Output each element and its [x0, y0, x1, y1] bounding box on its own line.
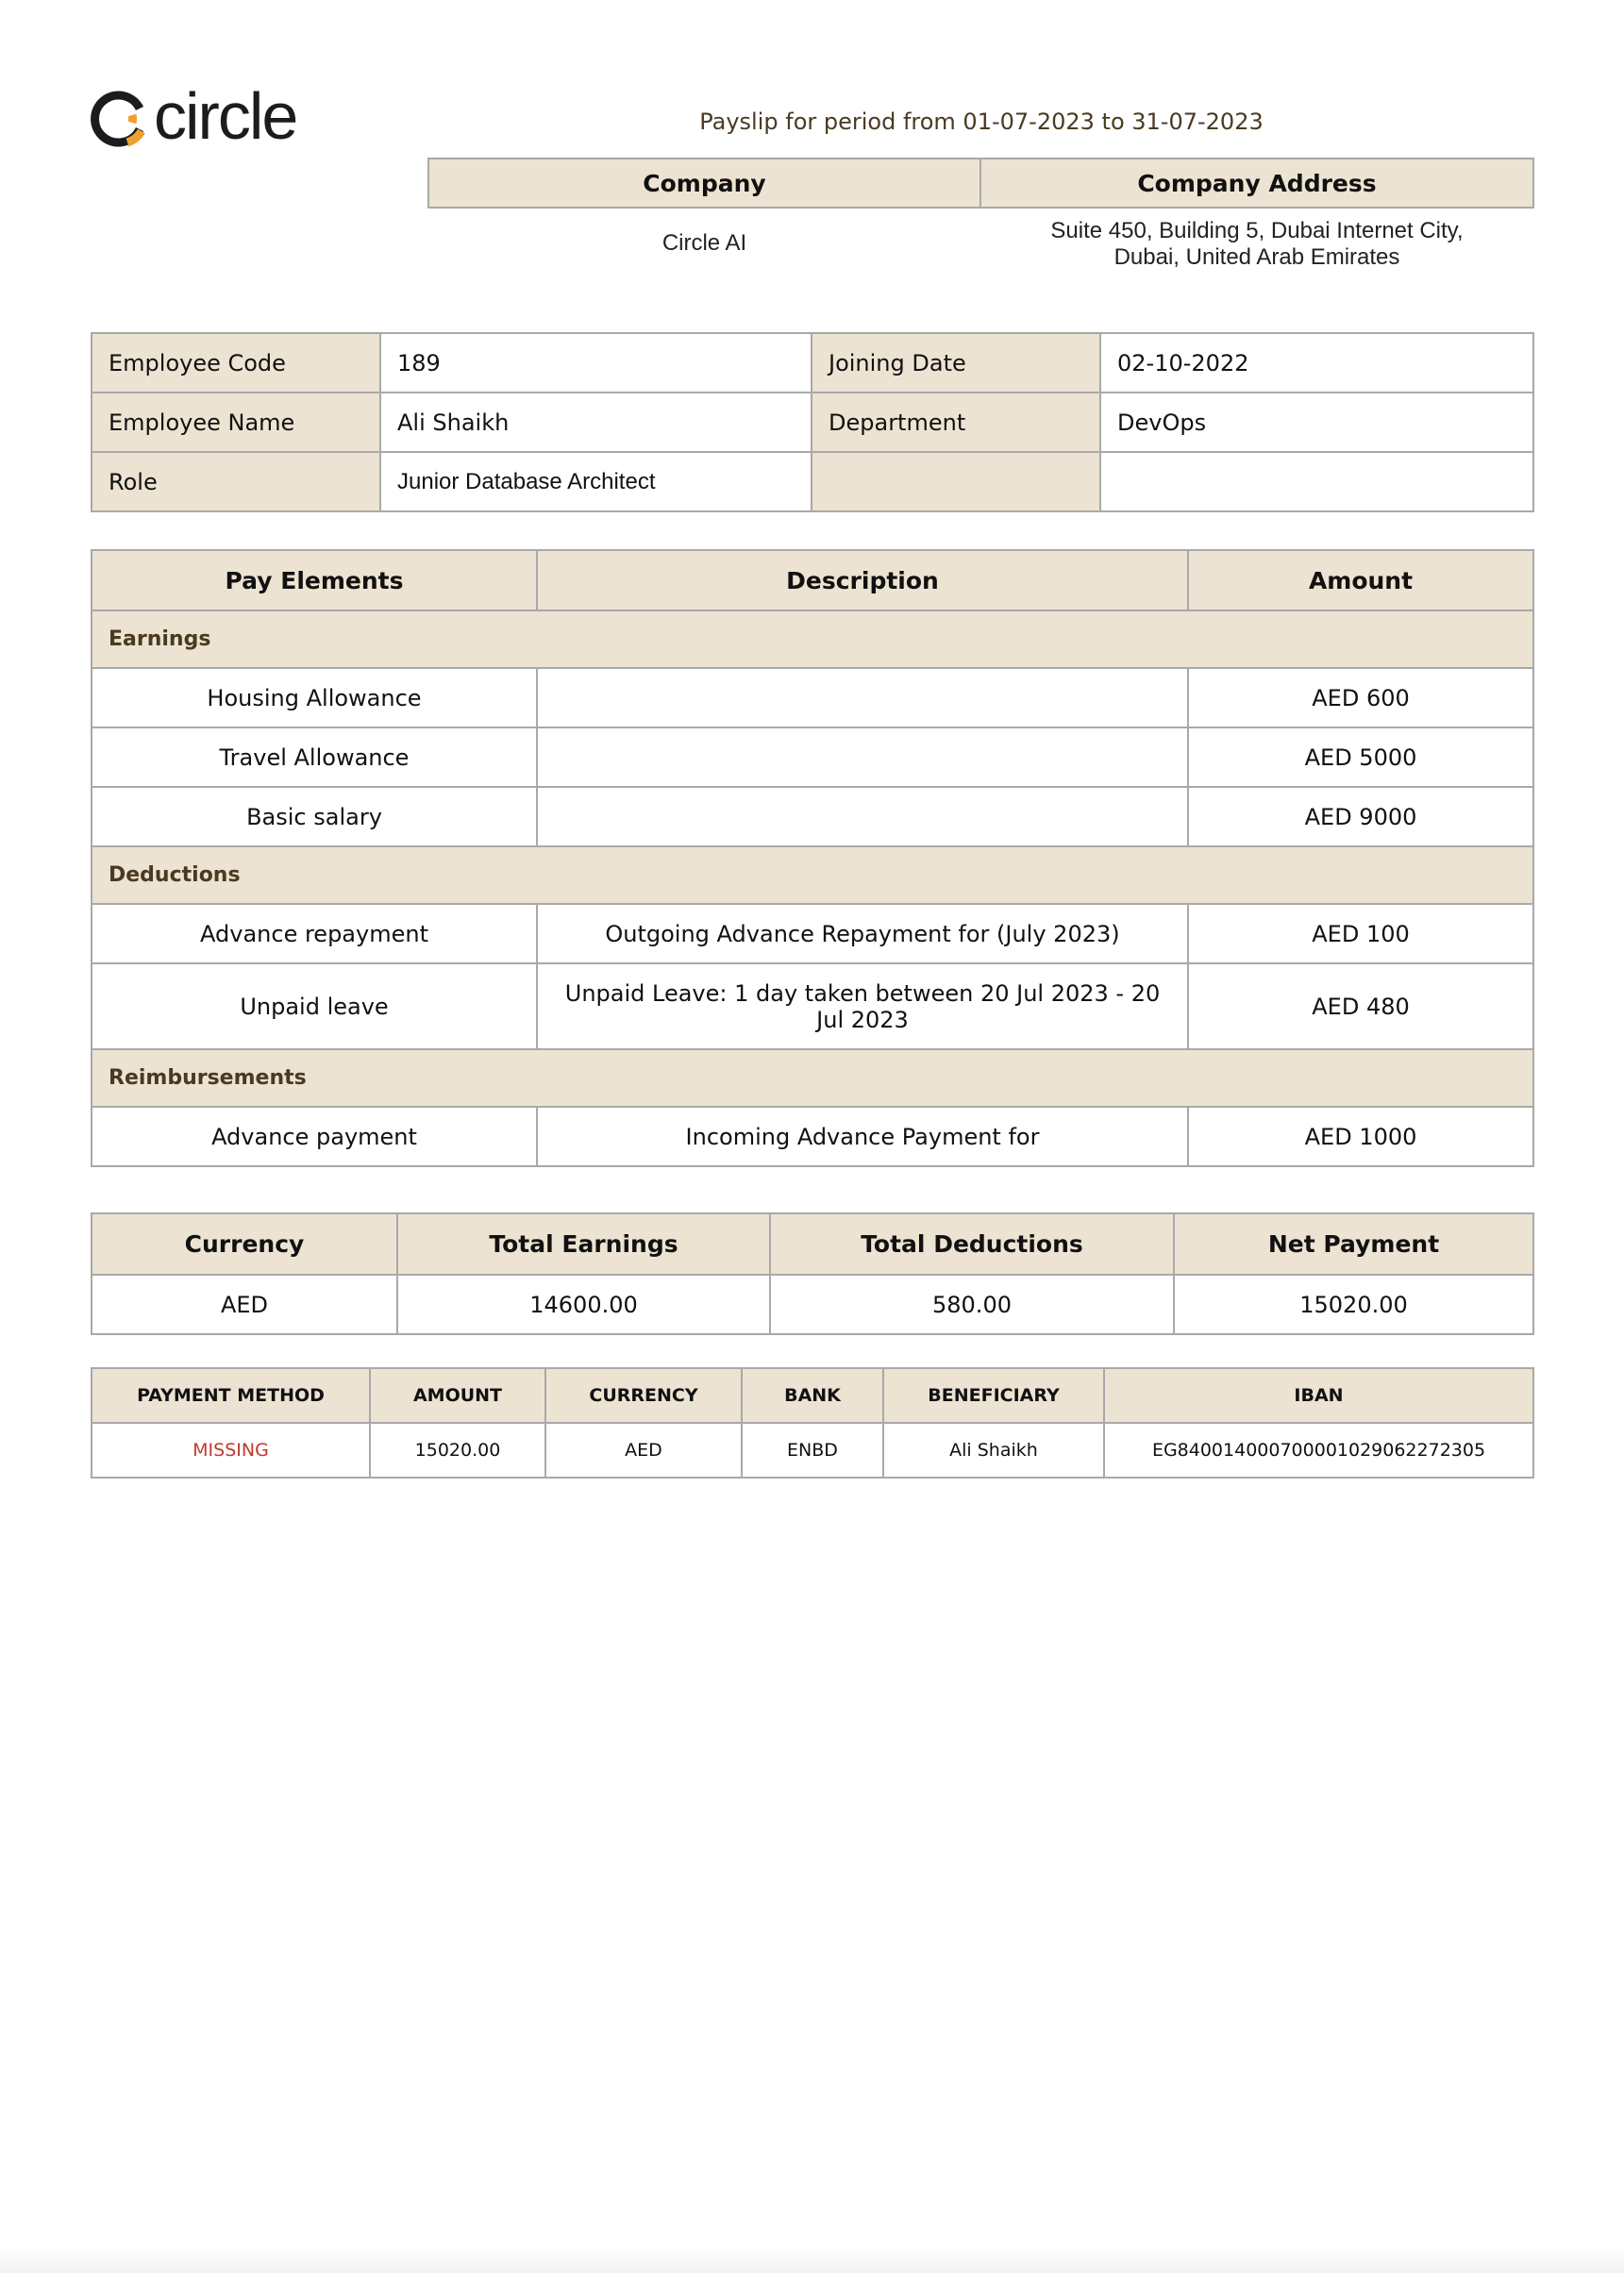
- pay-element-description: Outgoing Advance Repayment for (July 2023): [537, 904, 1188, 963]
- payment-currency-header: CURRENCY: [545, 1368, 742, 1423]
- joining-date-value: 02-10-2022: [1100, 333, 1533, 393]
- currency-header: Currency: [92, 1213, 397, 1275]
- logo-wordmark: circle: [154, 79, 297, 153]
- deductions-section: Deductions: [92, 846, 1533, 904]
- pay-element-amount: AED 100: [1188, 904, 1533, 963]
- department-value: DevOps: [1100, 393, 1533, 452]
- description-header: Description: [537, 550, 1188, 610]
- payslip-period: Payslip for period from 01-07-2023 to 31-07-2023: [699, 109, 1264, 135]
- table-row: [92, 963, 1533, 1049]
- pay-element-amount: AED 1000: [1188, 1107, 1533, 1166]
- empty-label-cell: [812, 452, 1100, 511]
- description-line2: Jul 2023: [816, 1006, 909, 1033]
- company-address-line2: Dubai, United Arab Emirates: [1113, 244, 1400, 270]
- payment-method-header: PAYMENT METHOD: [92, 1368, 370, 1423]
- employee-name-value: Ali Shaikh: [380, 393, 812, 452]
- pay-element-name: Housing Allowance: [92, 668, 537, 727]
- bank-value: ENBD: [742, 1423, 883, 1478]
- pay-element-name: Advance repayment: [92, 904, 537, 963]
- role-value: Junior Database Architect: [380, 452, 812, 511]
- total-deductions-header: Total Deductions: [770, 1213, 1174, 1275]
- pay-element-description: [537, 668, 1188, 727]
- total-earnings-header: Total Earnings: [397, 1213, 770, 1275]
- circle-logo-icon: [90, 90, 148, 148]
- bank-header: BANK: [742, 1368, 883, 1423]
- pay-element-amount: AED 9000: [1188, 787, 1533, 846]
- company-header: Company: [428, 159, 980, 208]
- pay-element-name: Travel Allowance: [92, 727, 537, 787]
- pay-element-name: Advance payment: [92, 1107, 537, 1166]
- joining-date-label: Joining Date: [812, 333, 1100, 393]
- earnings-section: Earnings: [92, 610, 1533, 668]
- beneficiary-header: BENEFICIARY: [883, 1368, 1104, 1423]
- pay-element-name: Basic salary: [92, 787, 537, 846]
- table-row: [92, 904, 1533, 963]
- table-row: [92, 1107, 1533, 1166]
- beneficiary-value: Ali Shaikh: [883, 1423, 1104, 1478]
- company-address-line1: Suite 450, Building 5, Dubai Internet City,: [1050, 218, 1464, 243]
- table-row: [92, 787, 1533, 846]
- description-line1: Unpaid Leave: 1 day taken between 20 Jul 2023 - 20: [564, 979, 1161, 1007]
- company-table: [427, 158, 1534, 271]
- payment-amount-value: 15020.00: [370, 1423, 545, 1478]
- table-row: [92, 727, 1533, 787]
- employee-info-table: [91, 332, 1534, 512]
- iban-header: IBAN: [1104, 1368, 1533, 1423]
- pay-element-name: Unpaid leave: [92, 963, 537, 1049]
- iban-value: EG840014000700001029062272305: [1104, 1423, 1533, 1478]
- company-name: Circle AI: [661, 230, 747, 256]
- payment-currency-value: AED: [545, 1423, 742, 1478]
- total-earnings-value: 14600.00: [397, 1275, 770, 1334]
- page-bottom-edge: [0, 2245, 1624, 2273]
- company-logo: [90, 79, 297, 153]
- payment-amount-header: AMOUNT: [370, 1368, 545, 1423]
- payment-table: [91, 1367, 1534, 1479]
- table-row: [92, 668, 1533, 727]
- pay-element-description: Incoming Advance Payment for: [537, 1107, 1188, 1166]
- pay-element-description: [537, 787, 1188, 846]
- payment-method-value: MISSING: [92, 1423, 370, 1478]
- pay-elements-header: Pay Elements: [92, 550, 537, 610]
- company-address-header: Company Address: [980, 159, 1533, 208]
- totals-table: [91, 1212, 1534, 1335]
- currency-value: AED: [92, 1275, 397, 1334]
- employee-code-label: Employee Code: [92, 333, 380, 393]
- pay-element-description: [537, 963, 1188, 1049]
- role-label: Role: [92, 452, 380, 511]
- pay-element-amount: AED 600: [1188, 668, 1533, 727]
- net-payment-header: Net Payment: [1174, 1213, 1533, 1275]
- pay-element-amount: AED 480: [1188, 963, 1533, 1049]
- department-label: Department: [812, 393, 1100, 452]
- employee-code-value: 189: [380, 333, 812, 393]
- net-payment-value: 15020.00: [1174, 1275, 1533, 1334]
- employee-name-label: Employee Name: [92, 393, 380, 452]
- total-deductions-value: 580.00: [770, 1275, 1174, 1334]
- pay-element-amount: AED 5000: [1188, 727, 1533, 787]
- pay-elements-table: [91, 549, 1534, 1167]
- reimbursements-section: Reimbursements: [92, 1049, 1533, 1107]
- pay-element-description: [537, 727, 1188, 787]
- company-address: [980, 208, 1533, 271]
- empty-value-cell: [1100, 452, 1533, 511]
- amount-header: Amount: [1188, 550, 1533, 610]
